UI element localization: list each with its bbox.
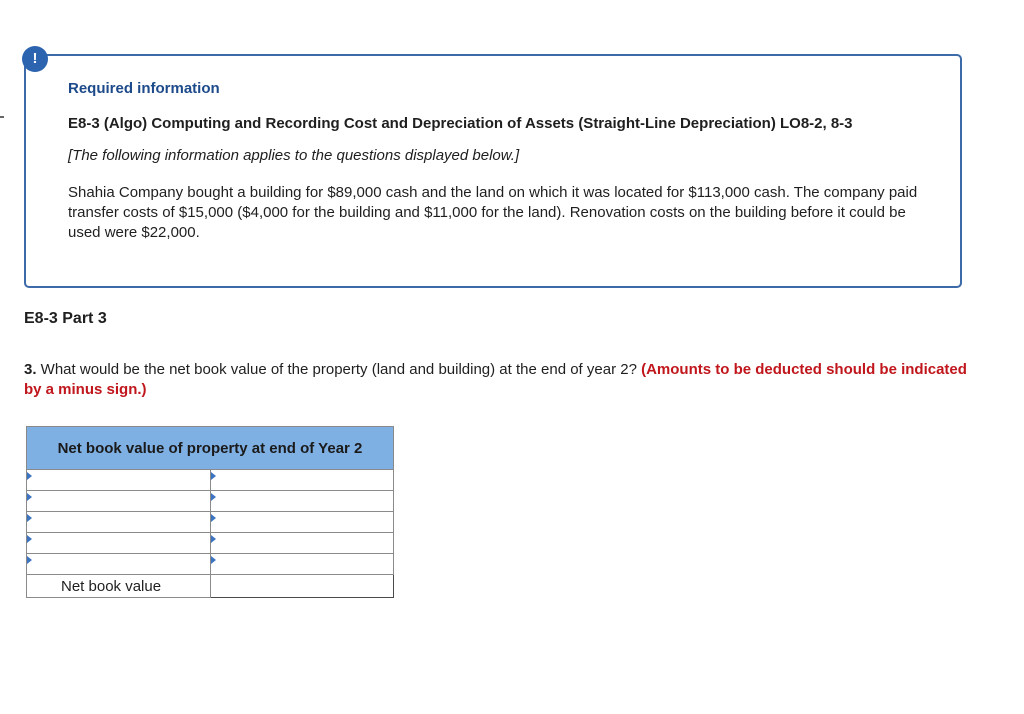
row-2-label-cell[interactable] [27,491,211,512]
row-2-value-cell[interactable] [210,491,394,512]
row-1-label-cell[interactable] [27,470,211,491]
applies-note: [The following information applies to the questions displayed below.] [68,147,520,164]
row-4-value-input[interactable] [211,533,394,553]
required-information-title: Required information [68,80,220,97]
dropdown-arrow-icon [211,535,216,543]
row-1-label-input[interactable] [27,470,210,490]
exercise-body: Shahia Company bought a building for $89,000 cash and the land on which it was located for $113,000 cash. The company paid transfer costs of $15,000 ($4,000 for the building and $11,000 for the land). Renovation costs on the building before it could be used were $22,000. [68,184,918,241]
left-edge-mark [0,116,4,118]
question-text [24,360,984,400]
net-book-value-cell[interactable] [210,575,394,598]
net-book-value-input[interactable] [211,575,394,597]
dropdown-arrow-icon [211,493,216,501]
row-5-label-input[interactable] [27,554,210,574]
row-4-label-input[interactable] [27,533,210,553]
table-row [27,470,394,491]
row-2-value-input[interactable] [211,491,394,511]
dropdown-arrow-icon [211,472,216,480]
dropdown-arrow-icon [27,514,32,522]
row-5-value-cell[interactable] [210,554,394,575]
table-header: Net book value of property at end of Year 2 [27,427,394,470]
dropdown-arrow-icon [27,493,32,501]
row-3-value-input[interactable] [211,512,394,532]
table-row [27,512,394,533]
dropdown-arrow-icon [27,556,32,564]
dropdown-arrow-icon [211,556,216,564]
net-book-value-row [27,575,394,598]
net-book-value-table [26,426,394,598]
row-3-label-input[interactable] [27,512,210,532]
row-5-value-input[interactable] [211,554,394,574]
row-3-value-cell[interactable] [210,512,394,533]
net-book-value-label: Net book value [27,575,211,598]
question-body: What would be the net book value of the property (land and building) at the end of year 2? [36,361,642,378]
part-title: E8-3 Part 3 [24,310,107,327]
dropdown-arrow-icon [211,514,216,522]
row-1-value-input[interactable] [211,470,394,490]
row-2-label-input[interactable] [27,491,210,511]
row-4-label-cell[interactable] [27,533,211,554]
row-1-value-cell[interactable] [210,470,394,491]
table-row [27,491,394,512]
table-row [27,554,394,575]
table-row [27,533,394,554]
dropdown-arrow-icon [27,535,32,543]
alert-icon: ! [22,46,48,72]
required-information-box [24,54,962,288]
exercise-title: E8-3 (Algo) Computing and Recording Cost and Depreciation of Assets (Straight-Line Depreciation) LO8-2, 8-3 [68,115,853,132]
row-3-label-cell[interactable] [27,512,211,533]
dropdown-arrow-icon [27,472,32,480]
question-number: 3. [24,361,37,378]
row-4-value-cell[interactable] [210,533,394,554]
question-instruction: (Amounts to be deducted should be indicated by a minus sign.) [24,361,967,398]
row-5-label-cell[interactable] [27,554,211,575]
